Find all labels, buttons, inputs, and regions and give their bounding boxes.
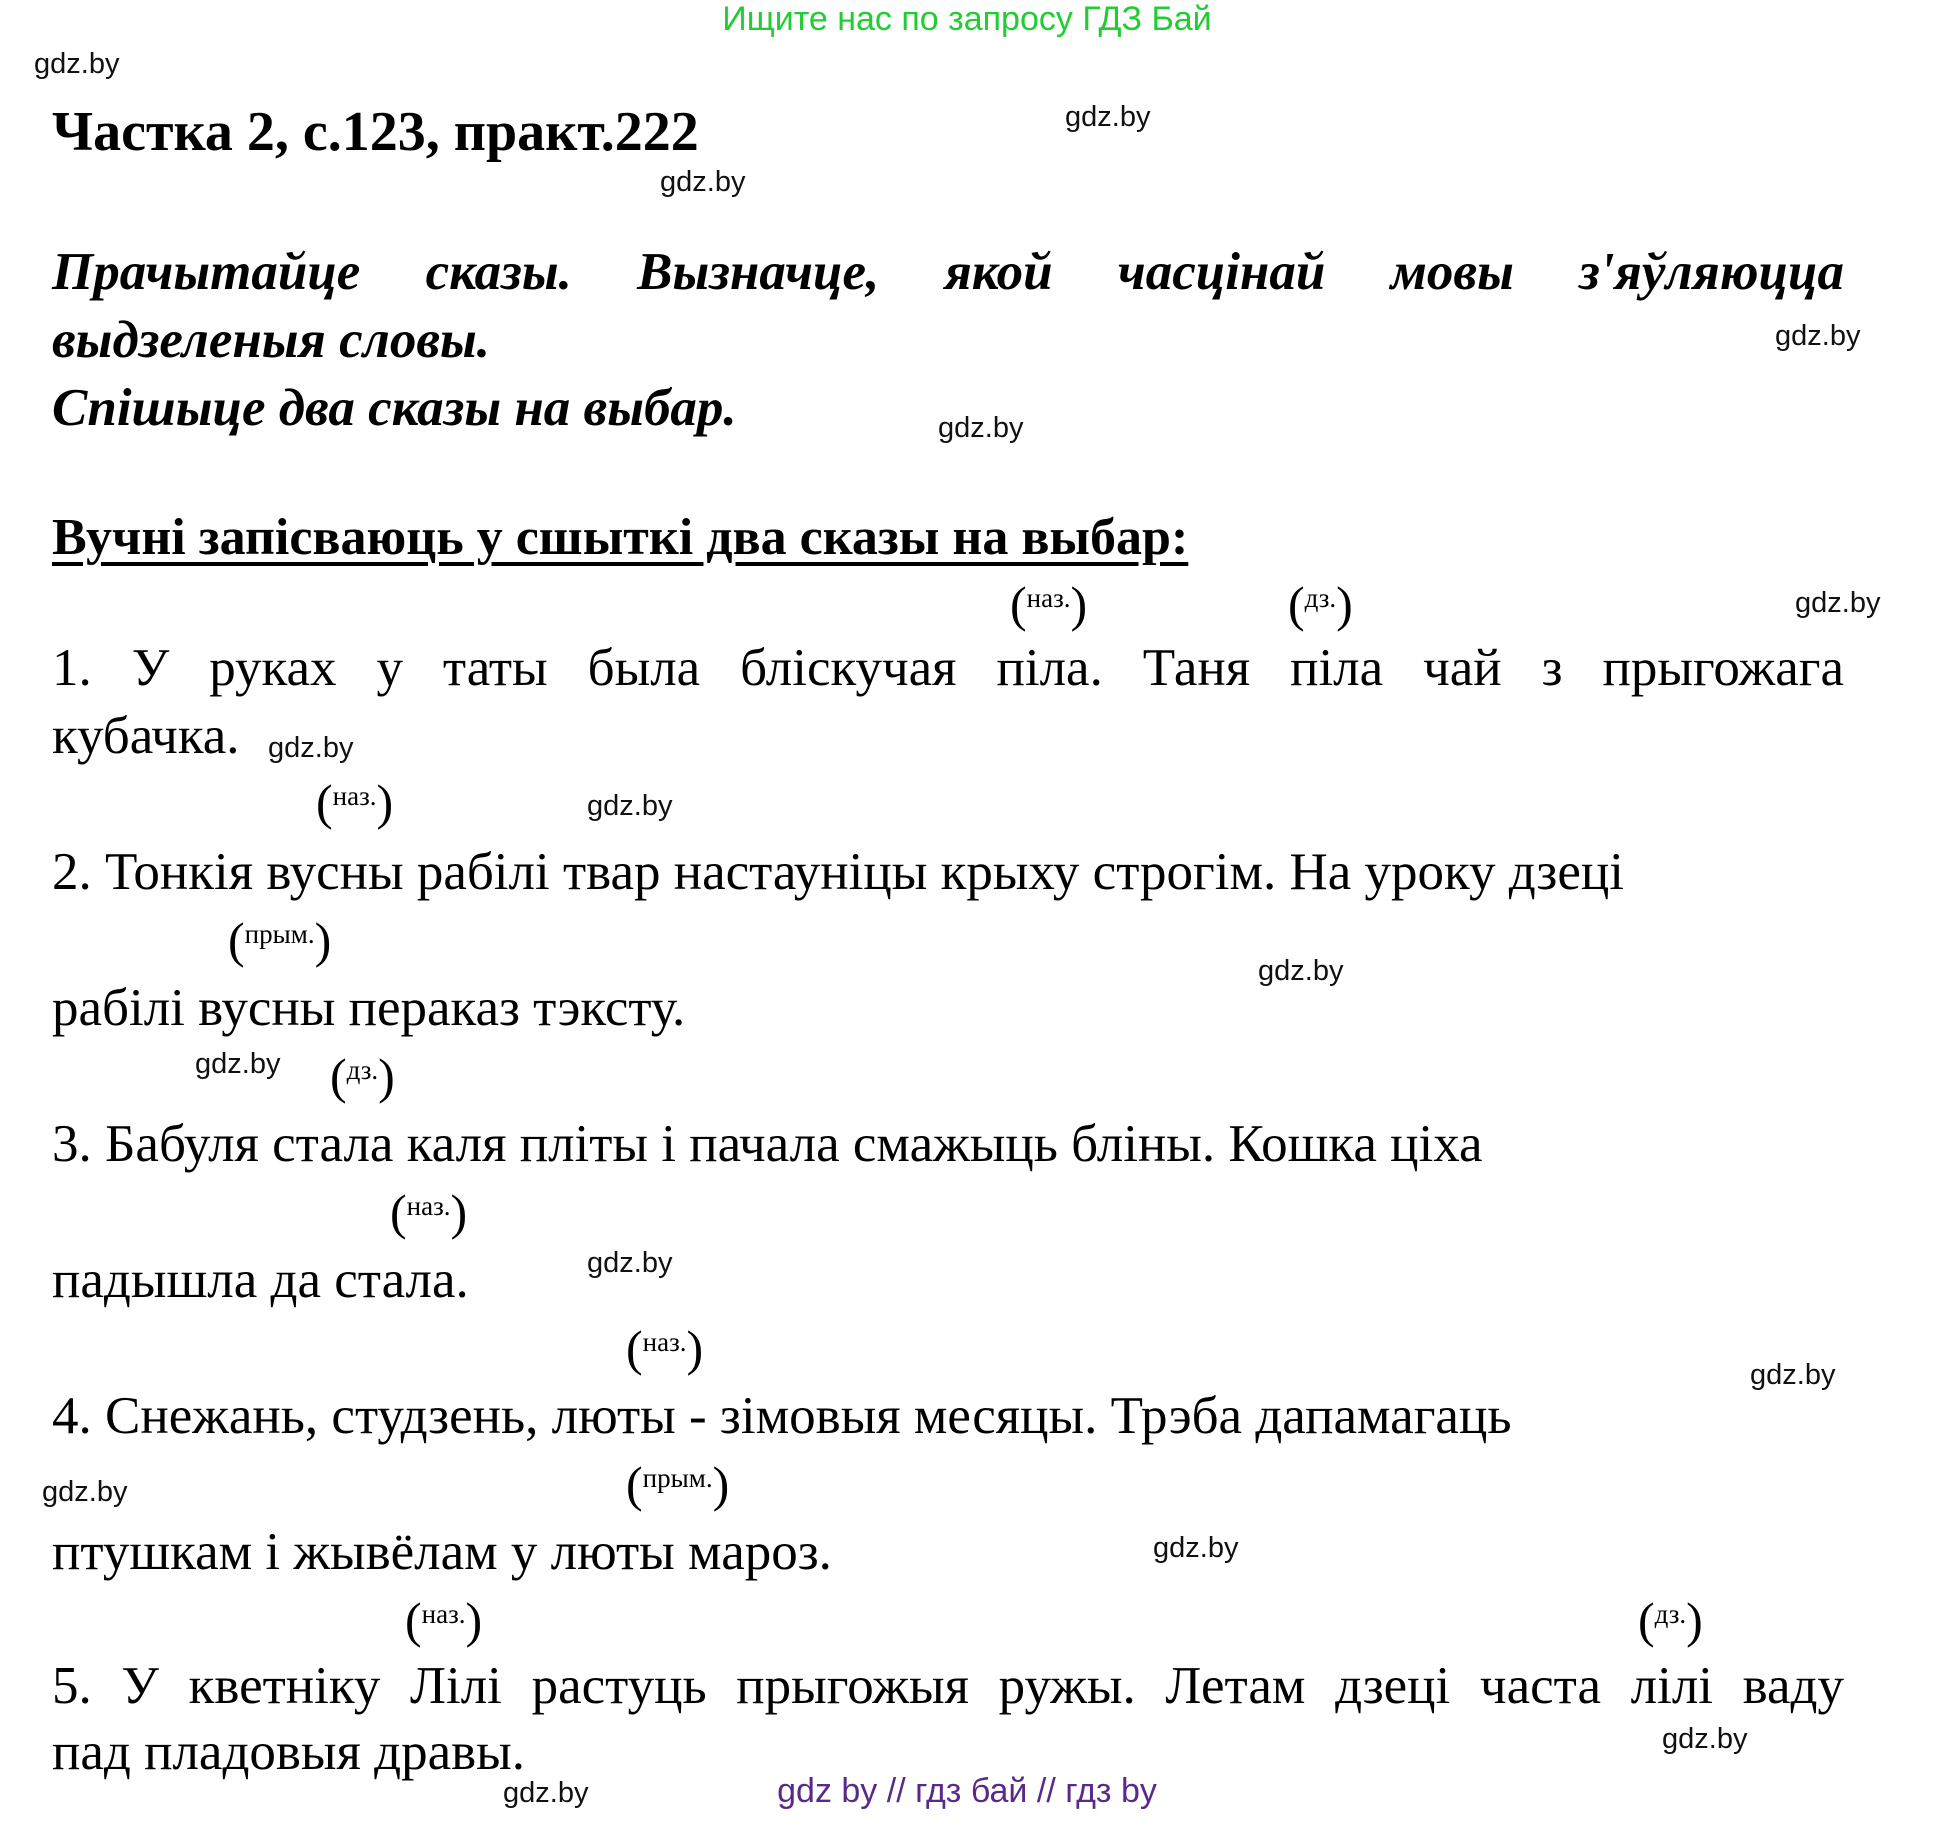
watermark: gdz.by <box>268 732 354 764</box>
sentence-2-line-2: рабiлi вусны пераказ тэксту. <box>52 979 686 1037</box>
sentence-2-line-1: 2. Тонкiя вусны рабiлi твар настаунiцы крыху строгiм. На уроку дзецi <box>52 843 1624 901</box>
sentence-5-line-2: пад пладовыя дравы. <box>52 1723 526 1781</box>
task-line-3: Спішыце два сказы на выбар. <box>52 379 737 437</box>
sentence-5-line-1: 5. У кветнiку Лiлi растуць прыгожыя ружы. Летам дзецi часта лiлi ваду <box>52 1657 1844 1715</box>
watermark: gdz.by <box>1775 320 1861 352</box>
sentence-4-line-2: птушкам i жывёлам у люты мароз. <box>52 1523 832 1581</box>
pos-note: (наз.) <box>390 1184 468 1240</box>
watermark: gdz.by <box>1153 1532 1239 1564</box>
pos-note: (наз.) <box>626 1320 704 1376</box>
sentence-1-line-1: 1. У руках у таты была блiскучая пiла. Таня пiла чай з прыгожага <box>52 639 1844 697</box>
pos-note: (дз.) <box>330 1048 395 1104</box>
watermark: gdz.by <box>1795 587 1881 619</box>
top-banner[interactable]: Ищите нас по запросу ГДЗ Бай <box>722 0 1212 38</box>
watermark: gdz.by <box>1750 1359 1836 1391</box>
sentence-3-line-2: падышла да стала. <box>52 1251 469 1309</box>
task-line-1: Прачытайце сказы. Вызначце, якой часцінай мовы з'яўляюцца <box>52 243 1844 301</box>
pos-note: (наз.) <box>405 1592 483 1648</box>
sentence-4-line-1: 4. Снежань, студзень, люты - зiмовыя месяцы. Трэба дапамагаць <box>52 1387 1512 1445</box>
sentence-3-line-1: 3. Бабуля стала каля плiты i пачала смажыць блiны. Кошка цiха <box>52 1115 1483 1173</box>
watermark: gdz.by <box>503 1777 589 1809</box>
watermark: gdz.by <box>1258 955 1344 987</box>
watermark: gdz.by <box>42 1476 128 1508</box>
sentence-1-line-2: кубачка. <box>52 707 240 765</box>
pos-note: (наз.) <box>316 774 394 830</box>
page-title: Частка 2, с.123, практ.222 <box>52 101 699 163</box>
pos-note: (наз.) <box>1010 576 1088 632</box>
pos-note: (дз.) <box>1638 1592 1703 1648</box>
watermark: gdz.by <box>938 412 1024 444</box>
answer-heading: Вучні запісваюць у сшыткі два сказы на выбар: <box>52 509 1189 566</box>
watermark: gdz.by <box>587 790 673 822</box>
watermark: gdz.by <box>587 1247 673 1279</box>
watermark: gdz.by <box>34 48 120 80</box>
footer-links[interactable]: gdz by // гдз бай // гдз by <box>777 1772 1157 1810</box>
watermark: gdz.by <box>195 1048 281 1080</box>
pos-note: (дз.) <box>1288 576 1353 632</box>
pos-note: (прым.) <box>626 1456 730 1512</box>
task-line-2: выдзеленыя словы. <box>52 311 491 369</box>
watermark: gdz.by <box>660 166 746 198</box>
pos-note: (прым.) <box>228 912 332 968</box>
watermark: gdz.by <box>1065 101 1151 133</box>
watermark: gdz.by <box>1662 1723 1748 1755</box>
